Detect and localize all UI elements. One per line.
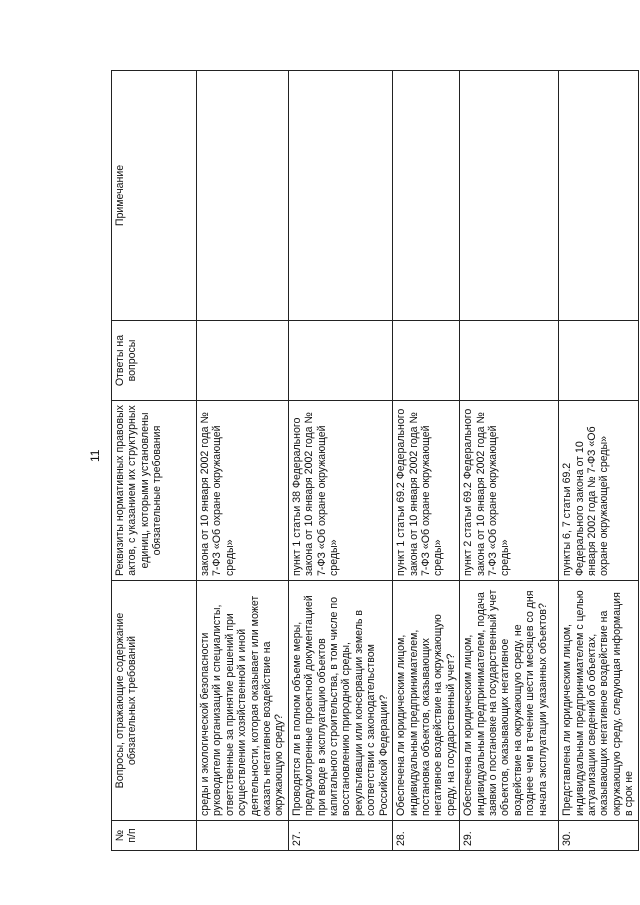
row-answer[interactable]: [460, 321, 559, 401]
row-number: 29.: [460, 821, 559, 851]
row-question: Проводятся ли в полном объеме меры, предусмотренные проектной документацией при вводе в эксплуатацию объектов капитального строительства, в том числе по восстановлению природной среды, рекультивации или консервации земель в соответствии с законодательством Российской Федерации?: [288, 581, 392, 821]
row-question: среды и экологической безопасности руководители организаций и специалисты, ответственные за принятие решений при осуществлении хозяйственной и иной деятельности, которая оказывает или может оказать негативное воздействие на окружающую среду?: [197, 581, 289, 821]
page-number: 11: [88, 449, 102, 462]
row-note[interactable]: [393, 71, 460, 321]
header-row: [112, 71, 197, 851]
row-number: 27.: [288, 821, 392, 851]
table-row: [288, 71, 392, 851]
row-requisites: закона от 10 января 2002 года № 7-ФЗ «Об охране окружающей среды»: [197, 401, 289, 581]
row-number: 28.: [393, 821, 460, 851]
row-question: Обеспечена ли юридическим лицом, индивидуальным предпринимателем, подача заявки о постановке на государственный учет объектов, оказывающих негативное воздействие на окружающую среду, не позднее чем в течение шести месяцев со дня начала эксплуатации указанных объектов?: [460, 581, 559, 821]
table-row: [197, 71, 289, 851]
table-row: [559, 71, 638, 851]
row-note[interactable]: [559, 71, 638, 321]
row-note[interactable]: [197, 71, 289, 321]
header-question: Вопросы, отражающие содержание обязательных требований: [112, 581, 197, 821]
row-note[interactable]: [460, 71, 559, 321]
row-answer[interactable]: [559, 321, 638, 401]
header-num: № п/п: [112, 821, 197, 851]
row-question: Обеспечена ли юридическим лицом, индивидуальным предпринимателем, постановка объектов, оказывающих негативное воздействие на окружающую среду, на государственный учет?: [393, 581, 460, 821]
row-requisites: пункты 6, 7 статьи 69.2 Федерального закона от 10 января 2002 года № 7-ФЗ «Об охране окружающей среды»: [559, 401, 638, 581]
requirements-table: [111, 70, 639, 851]
header-answers: Ответы на вопросы: [112, 321, 197, 401]
row-number: 30.: [559, 821, 638, 851]
header-requisites: Реквизиты нормативных правовых актов, с указанием их структурных единиц, которыми установлены обязательные требования: [112, 401, 197, 581]
header-note: Примечание: [112, 71, 197, 321]
row-question: Представлена ли юридическим лицом, индивидуальным предпринимателем с целью актуализации сведений об объектах, оказывающих негативное воздействие на окружающую среду, следующая информация в срок не: [559, 581, 638, 821]
row-requisites: пункт 1 статьи 69.2 Федерального закона от 10 января 2002 года № 7-ФЗ «Об охране окружающей среды»: [393, 401, 460, 581]
row-note[interactable]: [288, 71, 392, 321]
row-answer[interactable]: [197, 321, 289, 401]
row-requisites: пункт 1 статьи 38 Федерального закона от 10 января 2002 года № 7-ФЗ «Об охране окружающей среды»: [288, 401, 392, 581]
row-answer[interactable]: [393, 321, 460, 401]
table-row: [393, 71, 460, 851]
row-number: [197, 821, 289, 851]
row-answer[interactable]: [288, 321, 392, 401]
row-requisites: пункт 2 статьи 69.2 Федерального закона от 10 января 2002 года № 7-ФЗ «Об охране окружающей среды»: [460, 401, 559, 581]
table-row: [460, 71, 559, 851]
